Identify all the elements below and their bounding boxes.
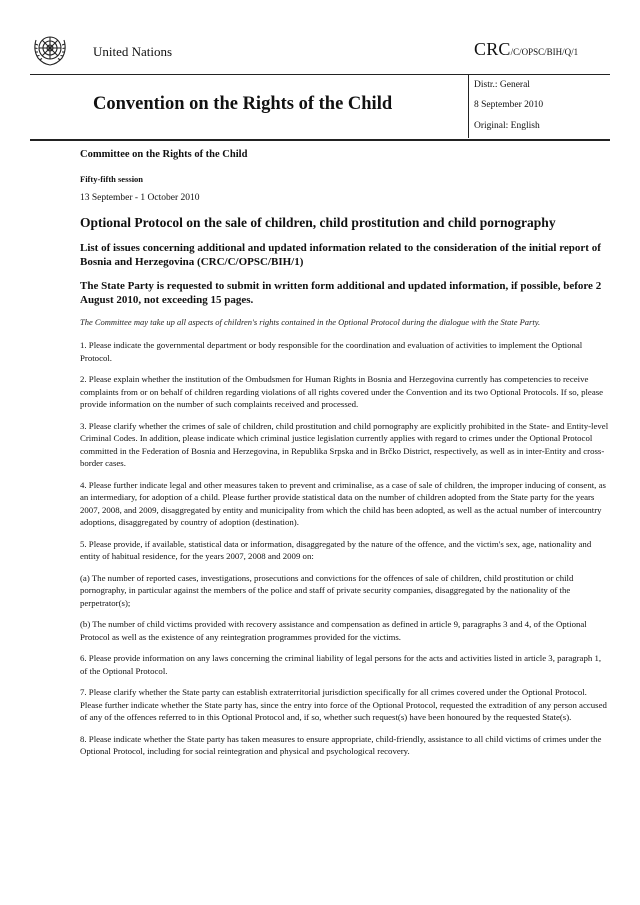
document-body [80,149,610,767]
issue-paragraph: 2. Please explain whether the institution of the Ombudsmen for Human Rights in Bosnia and Herzegovina currently has competencies to receive complaints from or on behalf of children regarding violations of all rights covered under the Convention and its two Optional Protocols. If so, please provide information on the number of such complaints received and processed. [80,374,604,409]
symbol-prefix: CRC [474,39,511,59]
document-symbol [474,39,578,60]
issue-paragraph: 7. Please clarify whether the State party can establish extraterritorial jurisdiction specifically for all crimes covered under the Optional Protocol. Please further indicate whether the State party has, since the entry into force of the Optional Protocol, requested the extradition of any person accused of any of the offences referred to in this Optional Protocol and, if so, whether such request(s) have been honoured by the requested State(s). [80,687,607,722]
un-emblem-icon [30,30,70,70]
issue-paragraph: 5. Please provide, if available, statistical data or information, disaggregated by the nature of the offence, and the victim's sex, age, nationality and entity of habitual residence, for the years 2007, 2008 and 2009 on: [80,538,592,561]
distribution-label: Distr.: General [474,80,530,90]
session-label: Fifty-fifth session [80,174,144,184]
symbol-suffix: /C/OPSC/BIH/Q/1 [510,47,579,57]
header-top-rule [30,74,610,75]
session-dates: 13 September - 1 October 2010 [80,193,200,203]
issue-paragraph: 8. Please indicate whether the State party has taken measures to ensure appropriate, child-friendly, assistance to all child victims of crimes under the Optional Protocol, including for social reintegration and physical and psychological recovery. [80,733,602,756]
submission-request: The State Party is requested to submit in written form additional and updated information, if possible, before 2 August 2010, not exceeding 15 pages. [80,280,602,306]
issue-paragraph: 6. Please provide information on any laws concerning the criminal liability of legal persons for the acts and activities listed in article 3, paragraph 1, of the Optional Protocol. [80,653,602,676]
header-bottom-rule [30,139,610,141]
issue-subparagraph: (a) The number of reported cases, investigations, prosecutions and convictions for the offences of sale of children, child prostitution or child pornography, in particular against the members of the police and staff of private security companies, disaggregated by the nationality of the perpetrator(s); [80,572,574,608]
issue-paragraph: 4. Please further indicate legal and other measures taken to prevent and criminalise, as a case of sale of children, the improper inducing of consent, as an intermediary, for adoption of a child. Please further provide statistical data on the number of children adopted from the State party for the years 2007, 2008, and 2009, disaggregated by entity and municipality from which the child has been adopted, as well as the actual number of intercountry adoptions, disaggregated by country of adoption (destination). [80,479,606,527]
document-date: 8 September 2010 [474,100,544,110]
protocol-title: Optional Protocol on the sale of children, child prostitution and child pornography [80,215,556,230]
intro-note: The Committee may take up all aspects of children's rights contained in the Optional Protocol during the dialogue with the State Party. [80,317,541,327]
document-title: Convention on the Rights of the Child [93,94,393,114]
issue-paragraph: 1. Please indicate the governmental department or body responsible for the coordination and evaluation of activities to implement the Optional Protocol. [80,340,583,363]
original-language: Original: English [474,121,540,131]
issue-subparagraph: (b) The number of child victims provided with recovery assistance and compensation as defined in article 9, paragraphs 3 and 4, of the Optional Protocol as well as the existence of any reintegration programmes provided for the victims. [80,619,587,642]
issue-paragraph: 3. Please clarify whether the crimes of sale of children, child prostitution and child pornography are explicitly prohibited in the State- and Entity-level Criminal Codes. In addition, please indicate which criminal justice legislation currently applies with regard to crimes under the Optional Protocol committed in the Federation of Bosnia and Herzegovina, in Republika Srpska and in Brčko District, respectively, as well as in inter-Entity and cross-border cases. [80,420,609,468]
organization-name: United Nations [93,44,173,59]
header-divider [468,74,469,138]
committee-name: Committee on the Rights of the Child [80,149,248,160]
list-of-issues-title: List of issues concerning additional and updated information related to the consideration of the initial report of Bosnia and Herzegovina (CRC/C/OPSC/BIH/1) [80,242,601,268]
